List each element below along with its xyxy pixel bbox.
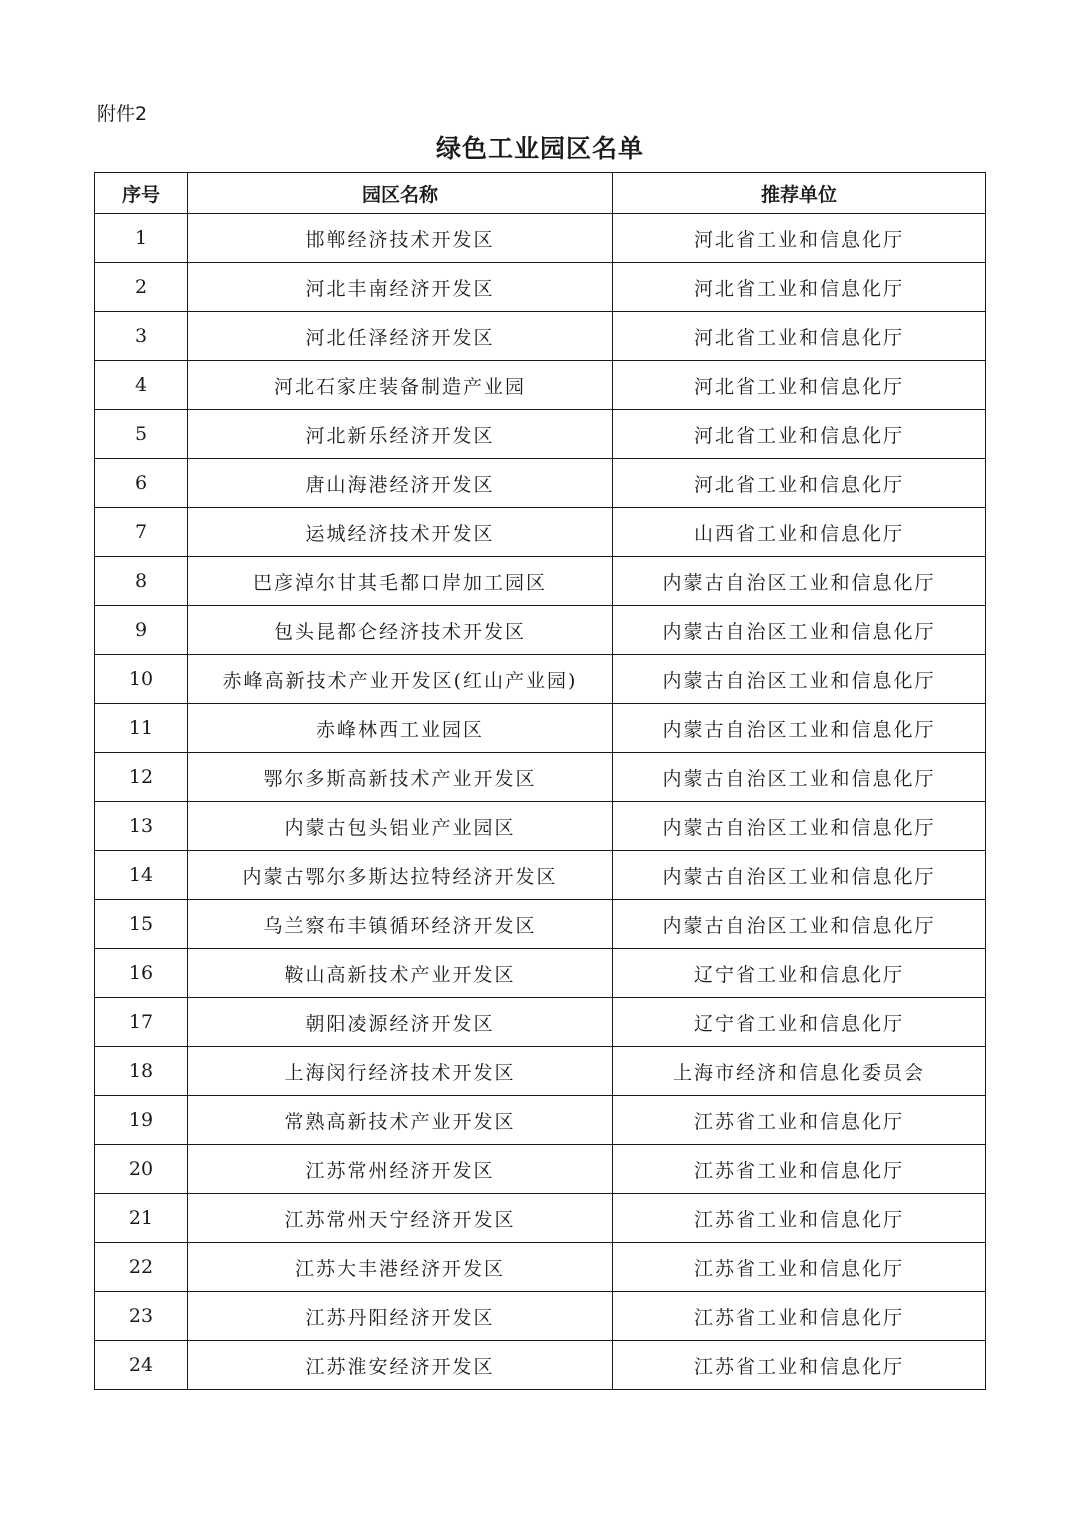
table-body <box>95 214 986 1390</box>
cell-park-name: 鄂尔多斯高新技术产业开发区 <box>188 753 613 802</box>
cell-recommending-unit: 江苏省工业和信息化厅 <box>613 1341 986 1390</box>
table-row <box>95 802 986 851</box>
table-row <box>95 410 986 459</box>
cell-serial-number: 8 <box>95 557 188 606</box>
document-title: 绿色工业园区名单 <box>435 134 644 163</box>
cell-park-name: 唐山海港经济开发区 <box>188 459 613 508</box>
cell-recommending-unit: 辽宁省工业和信息化厅 <box>613 998 986 1047</box>
cell-serial-number: 20 <box>95 1145 188 1194</box>
table-row <box>95 753 986 802</box>
cell-serial-number: 13 <box>95 802 188 851</box>
cell-serial-number: 22 <box>95 1243 188 1292</box>
cell-recommending-unit: 内蒙古自治区工业和信息化厅 <box>613 606 986 655</box>
cell-park-name: 江苏常州天宁经济开发区 <box>188 1194 613 1243</box>
cell-recommending-unit: 河北省工业和信息化厅 <box>613 312 986 361</box>
table-row <box>95 1145 986 1194</box>
cell-park-name: 上海闵行经济技术开发区 <box>188 1047 613 1096</box>
cell-park-name: 邯郸经济技术开发区 <box>188 214 613 263</box>
cell-recommending-unit: 河北省工业和信息化厅 <box>613 214 986 263</box>
cell-park-name: 河北任泽经济开发区 <box>188 312 613 361</box>
cell-serial-number: 21 <box>95 1194 188 1243</box>
cell-recommending-unit: 河北省工业和信息化厅 <box>613 410 986 459</box>
cell-park-name: 巴彦淖尔甘其毛都口岸加工园区 <box>188 557 613 606</box>
table-row <box>95 1341 986 1390</box>
cell-serial-number: 7 <box>95 508 188 557</box>
cell-serial-number: 24 <box>95 1341 188 1390</box>
cell-serial-number: 9 <box>95 606 188 655</box>
cell-park-name: 朝阳凌源经济开发区 <box>188 998 613 1047</box>
cell-serial-number: 1 <box>95 214 188 263</box>
table-row <box>95 949 986 998</box>
cell-recommending-unit: 江苏省工业和信息化厅 <box>613 1243 986 1292</box>
table-row <box>95 361 986 410</box>
cell-recommending-unit: 内蒙古自治区工业和信息化厅 <box>613 802 986 851</box>
cell-recommending-unit: 河北省工业和信息化厅 <box>613 361 986 410</box>
cell-serial-number: 17 <box>95 998 188 1047</box>
cell-serial-number: 19 <box>95 1096 188 1145</box>
cell-recommending-unit: 内蒙古自治区工业和信息化厅 <box>613 900 986 949</box>
cell-recommending-unit: 江苏省工业和信息化厅 <box>613 1096 986 1145</box>
table-row <box>95 459 986 508</box>
cell-park-name: 包头昆都仑经济技术开发区 <box>188 606 613 655</box>
cell-recommending-unit: 内蒙古自治区工业和信息化厅 <box>613 557 986 606</box>
cell-serial-number: 23 <box>95 1292 188 1341</box>
cell-serial-number: 12 <box>95 753 188 802</box>
header-park-name: 园区名称 <box>188 173 613 214</box>
cell-serial-number: 2 <box>95 263 188 312</box>
cell-park-name: 江苏常州经济开发区 <box>188 1145 613 1194</box>
cell-park-name: 运城经济技术开发区 <box>188 508 613 557</box>
table-row <box>95 1243 986 1292</box>
table-row <box>95 263 986 312</box>
cell-park-name: 河北石家庄装备制造产业园 <box>188 361 613 410</box>
table-row <box>95 606 986 655</box>
cell-park-name: 江苏丹阳经济开发区 <box>188 1292 613 1341</box>
cell-serial-number: 10 <box>95 655 188 704</box>
cell-park-name: 河北丰南经济开发区 <box>188 263 613 312</box>
table-row <box>95 655 986 704</box>
industrial-park-table <box>94 172 986 1390</box>
cell-park-name: 内蒙古包头铝业产业园区 <box>188 802 613 851</box>
cell-recommending-unit: 江苏省工业和信息化厅 <box>613 1194 986 1243</box>
cell-recommending-unit: 山西省工业和信息化厅 <box>613 508 986 557</box>
table-header-row <box>95 173 986 214</box>
cell-serial-number: 11 <box>95 704 188 753</box>
cell-recommending-unit: 上海市经济和信息化委员会 <box>613 1047 986 1096</box>
cell-park-name: 常熟高新技术产业开发区 <box>188 1096 613 1145</box>
cell-serial-number: 18 <box>95 1047 188 1096</box>
table-row <box>95 557 986 606</box>
table-row <box>95 704 986 753</box>
cell-recommending-unit: 内蒙古自治区工业和信息化厅 <box>613 704 986 753</box>
cell-park-name: 赤峰林西工业园区 <box>188 704 613 753</box>
cell-recommending-unit: 河北省工业和信息化厅 <box>613 459 986 508</box>
table-row <box>95 1047 986 1096</box>
cell-serial-number: 16 <box>95 949 188 998</box>
table-row <box>95 1096 986 1145</box>
cell-park-name: 内蒙古鄂尔多斯达拉特经济开发区 <box>188 851 613 900</box>
table-row <box>95 851 986 900</box>
header-serial-number: 序号 <box>95 173 188 214</box>
attachment-label: 附件2 <box>97 103 148 125</box>
cell-recommending-unit: 内蒙古自治区工业和信息化厅 <box>613 851 986 900</box>
cell-park-name: 乌兰察布丰镇循环经济开发区 <box>188 900 613 949</box>
cell-recommending-unit: 辽宁省工业和信息化厅 <box>613 949 986 998</box>
table-row <box>95 312 986 361</box>
table-row <box>95 1194 986 1243</box>
table-row <box>95 1292 986 1341</box>
table-row <box>95 900 986 949</box>
header-recommending-unit: 推荐单位 <box>613 173 986 214</box>
cell-serial-number: 3 <box>95 312 188 361</box>
cell-serial-number: 6 <box>95 459 188 508</box>
table-row <box>95 214 986 263</box>
cell-recommending-unit: 内蒙古自治区工业和信息化厅 <box>613 655 986 704</box>
table-row <box>95 998 986 1047</box>
cell-serial-number: 5 <box>95 410 188 459</box>
cell-park-name: 鞍山高新技术产业开发区 <box>188 949 613 998</box>
cell-park-name: 赤峰高新技术产业开发区(红山产业园) <box>188 655 613 704</box>
cell-recommending-unit: 江苏省工业和信息化厅 <box>613 1292 986 1341</box>
cell-park-name: 江苏大丰港经济开发区 <box>188 1243 613 1292</box>
cell-recommending-unit: 内蒙古自治区工业和信息化厅 <box>613 753 986 802</box>
cell-park-name: 河北新乐经济开发区 <box>188 410 613 459</box>
cell-serial-number: 14 <box>95 851 188 900</box>
table-row <box>95 508 986 557</box>
cell-recommending-unit: 河北省工业和信息化厅 <box>613 263 986 312</box>
cell-serial-number: 15 <box>95 900 188 949</box>
cell-recommending-unit: 江苏省工业和信息化厅 <box>613 1145 986 1194</box>
cell-park-name: 江苏淮安经济开发区 <box>188 1341 613 1390</box>
cell-serial-number: 4 <box>95 361 188 410</box>
